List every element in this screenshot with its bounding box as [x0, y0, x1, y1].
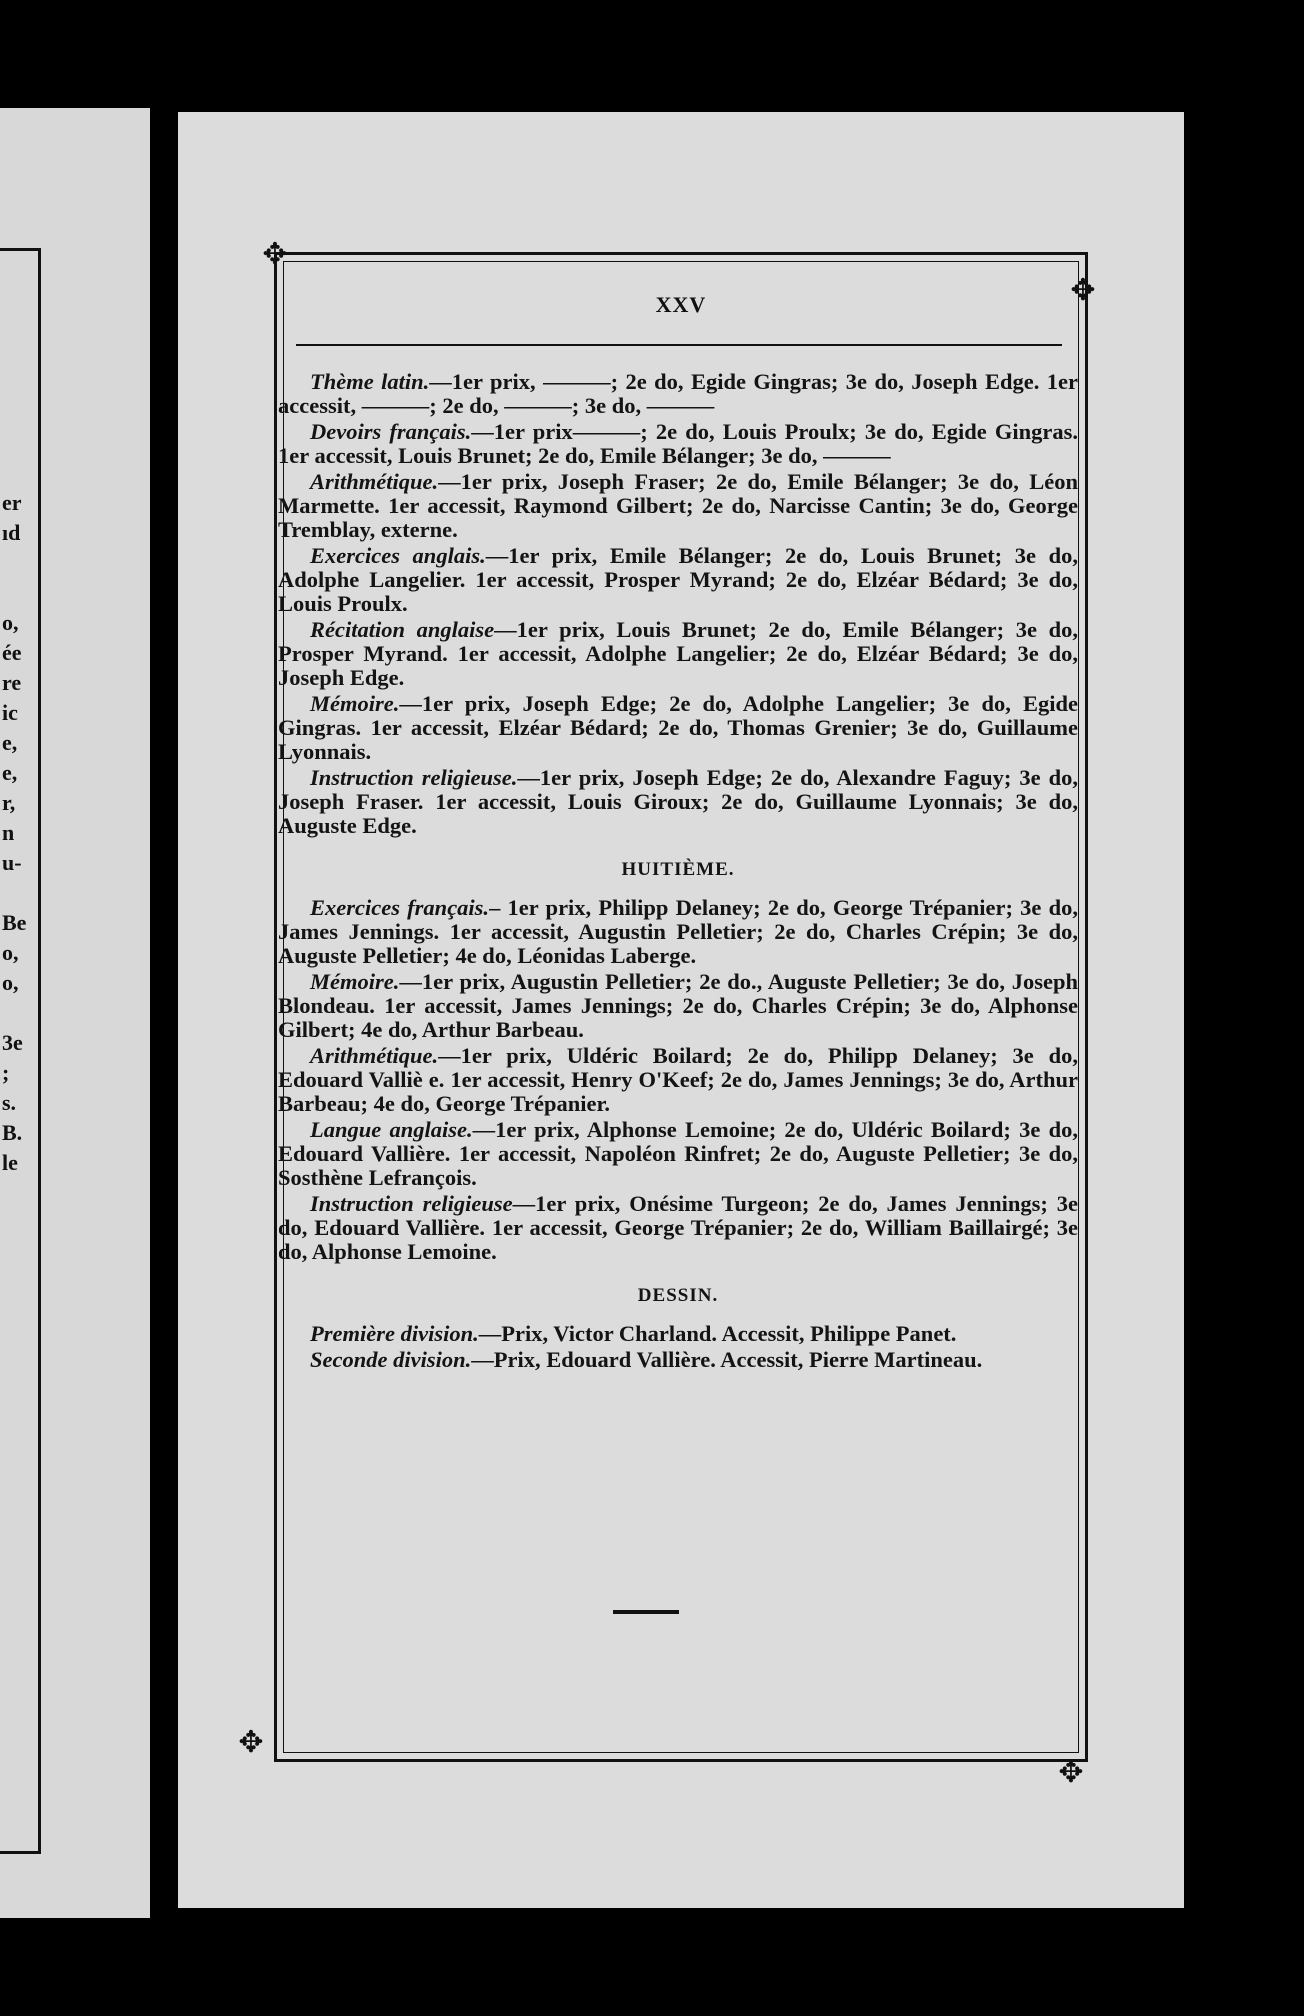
subject-title: Récitation anglaise — [310, 617, 495, 642]
prize-list: —1er prix———; 2e do, Louis Proulx; 3e do, Egide Gingras. 1er accessit, Louis Brunet; 2e do, Emile Bélanger; 3e do, ——— — [278, 419, 1078, 468]
subject-title: Exercices anglais. — [310, 543, 486, 568]
book-gutter — [150, 95, 178, 1925]
prize-paragraph — [278, 370, 1078, 418]
prize-list: —1er prix, Augustin Pelletier; 2e do., Auguste Pelletier; 3e do, Joseph Blondeau. 1er accessit, James Jennings; 2e do, Charles Crépin; 3e do, Alphonse Gilbert; 4e do, Arthur Barbeau. — [278, 969, 1078, 1042]
previous-page-fragment: er — [2, 490, 22, 515]
prize-list: —1er prix, Louis Brunet; 2e do, Emile Bélanger; 3e do, Prosper Myrand. 1er accessit, Adolphe Langelier; 2e do, Elzéar Bédard; 3e do, Joseph Edge. — [278, 617, 1078, 690]
previous-page-fragment: o, — [2, 970, 19, 995]
corner-ornament-icon: ✥ — [262, 237, 288, 272]
previous-page-fragment — [2, 578, 22, 608]
prize-paragraph — [278, 970, 1078, 1042]
corner-ornament-icon: ✥ — [1070, 273, 1096, 308]
prize-paragraph — [278, 1322, 1078, 1346]
page-body-text — [278, 370, 1078, 1374]
previous-page-fragment: ; — [2, 1060, 10, 1085]
previous-page-fragment: 3e — [2, 1030, 23, 1055]
prize-paragraph — [278, 766, 1078, 838]
subject-title: Instruction religieuse. — [310, 765, 518, 790]
subject-title: Arithmétique. — [310, 1043, 439, 1068]
subject-title: Première division. — [310, 1321, 479, 1346]
subject-title: Instruction religieuse — [310, 1191, 513, 1216]
prize-list: – 1er prix, Philipp Delaney; 2e do, George Trépanier; 3e do, James Jennings. 1er accessit, Augustin Pelletier; 2e do, Charles Crépin; 3e do, Auguste Pelletier; 4e do, Léonidas Laberge. — [278, 895, 1078, 968]
previous-page-fragment: u- — [2, 850, 22, 875]
prize-paragraph — [278, 618, 1078, 690]
header-rule — [296, 344, 1062, 346]
subject-title: Mémoire. — [310, 691, 400, 716]
prize-list: —Prix, Victor Charland. Accessit, Philippe Panet. — [478, 1321, 957, 1346]
prize-list: —Prix, Edouard Vallière. Accessit, Pierre Martineau. — [471, 1347, 983, 1372]
prize-paragraph — [278, 544, 1078, 616]
prize-list: —1er prix, ———; 2e do, Egide Gingras; 3e do, Joseph Edge. 1er accessit, ———; 2e do, ———; 3e do, ——— — [278, 369, 1078, 418]
subject-title: Exercices français. — [310, 895, 490, 920]
end-rule — [613, 1610, 679, 1614]
prize-paragraph — [278, 1118, 1078, 1190]
previous-page-fragment — [2, 878, 22, 908]
subject-title: Langue anglaise. — [310, 1117, 473, 1142]
prize-paragraph — [278, 1192, 1078, 1264]
previous-page-fragment — [2, 998, 22, 1028]
previous-page-fragment: n — [2, 820, 15, 845]
prize-paragraph — [278, 1348, 1078, 1372]
section-heading: DESSIN. — [637, 1285, 719, 1306]
prize-list: —1er prix, Onésime Turgeon; 2e do, James Jennings; 3e do, Edouard Vallière. 1er accessit, George Trépanier; 2e do, William Baillairgé; 3e do, Alphonse Lemoine. — [278, 1191, 1078, 1264]
subject-title: Thème latin. — [310, 369, 430, 394]
subject-title: Arithmétique. — [310, 469, 439, 494]
corner-ornament-icon: ✥ — [1058, 1755, 1084, 1790]
subject-title: Mémoire. — [310, 969, 400, 994]
prize-list: —1er prix, Joseph Edge; 2e do, Alexandre Faguy; 3e do, Joseph Fraser. 1er accessit, Louis Giroux; 2e do, Guillaume Lyonnais; 3e do, Auguste Edge. — [278, 765, 1078, 838]
subject-title: Seconde division. — [310, 1347, 472, 1372]
previous-page-fragment: r, — [2, 790, 16, 815]
prize-paragraph — [278, 1044, 1078, 1116]
prize-list: —1er prix, Uldéric Boilard; 2e do, Philipp Delaney; 3e do, Edouard Valliè e. 1er accessit, Henry O'Keef; 2e do, James Jennings; 3e do, Arthur Barbeau; 4e do, George Trépanier. — [278, 1043, 1078, 1116]
subject-title: Devoirs français. — [310, 419, 472, 444]
prize-list: —1er prix, Emile Bélanger; 2e do, Louis Brunet; 3e do, Adolphe Langelier. 1er accessit, Prosper Myrand; 2e do, Elzéar Bédard; 3e do, Louis Proulx. — [278, 543, 1078, 616]
previous-page-fragment: ıd — [2, 520, 21, 545]
previous-page-fragment: o, — [2, 610, 19, 635]
previous-page-fragment: o, — [2, 940, 19, 965]
prize-paragraph — [278, 420, 1078, 468]
previous-page-fragment: s. — [2, 1090, 17, 1115]
previous-page-fragment — [2, 548, 22, 578]
prize-paragraph — [278, 692, 1078, 764]
previous-page-fragment: ic — [2, 700, 18, 725]
section-heading: HUITIÈME. — [621, 859, 735, 880]
previous-page-edge — [0, 108, 150, 1918]
page-number: XXV — [655, 292, 707, 317]
prize-paragraph — [278, 470, 1078, 542]
prize-list: —1er prix, Joseph Edge; 2e do, Adolphe Langelier; 3e do, Egide Gingras. 1er accessit, Elzéar Bédard; 2e do, Thomas Grenier; 3e do, Guillaume Lyonnais. — [278, 691, 1078, 764]
corner-ornament-icon: ✥ — [238, 1725, 264, 1760]
prize-paragraph — [278, 896, 1078, 968]
previous-page-fragment: Be — [2, 910, 27, 935]
prize-list: —1er prix, Joseph Fraser; 2e do, Emile Bélanger; 3e do, Léon Marmette. 1er accessit, Raymond Gilbert; 2e do, Narcisse Cantin; 3e do, George Tremblay, externe. — [278, 469, 1078, 542]
previous-page-fragment: ée — [2, 640, 22, 665]
previous-page-fragment: le — [2, 1150, 18, 1175]
previous-page-fragment: B. — [2, 1120, 23, 1145]
prize-list: —1er prix, Alphonse Lemoine; 2e do, Uldéric Boilard; 3e do, Edouard Vallière. 1er accessit, Napoléon Rinfret; 2e do, Auguste Pelletier; 3e do, Sosthène Lefrançois. — [278, 1117, 1078, 1190]
previous-page-fragment: re — [2, 670, 22, 695]
previous-page-fragment: e, — [2, 760, 18, 785]
previous-page-fragment: e, — [2, 730, 18, 755]
book-page — [178, 112, 1184, 1908]
previous-page-text-fragments — [2, 488, 27, 1178]
